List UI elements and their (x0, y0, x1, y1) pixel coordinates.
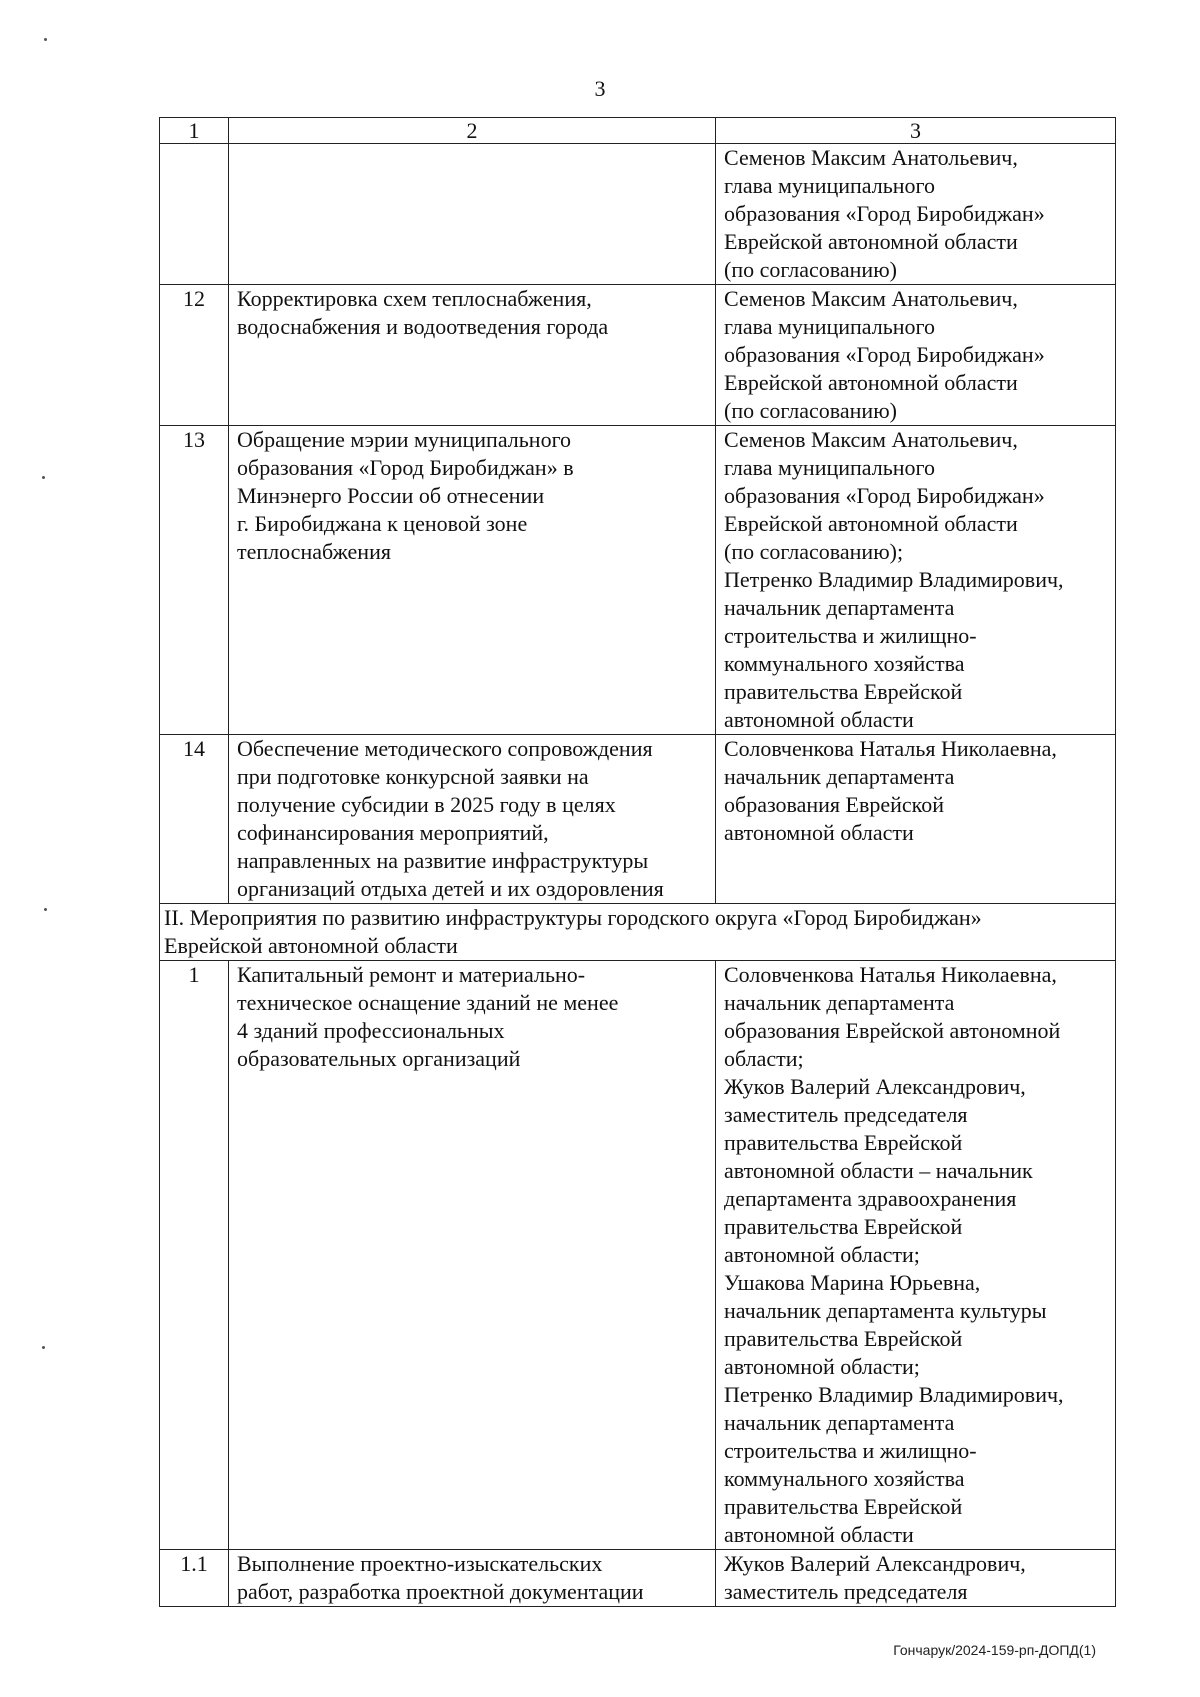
page-number: 3 (594, 76, 606, 101)
section-heading: II. Мероприятия по развитию инфраструктуры городского округа «Город Биробиджан» Еврейской автономной области (160, 904, 1116, 961)
row-number (160, 144, 229, 285)
table-row (160, 426, 1116, 735)
row-number: 14 (160, 735, 229, 904)
document-stamp: Гончарук/2024-159-рп-ДОПД(1) (893, 1642, 1096, 1658)
row-number: 13 (160, 426, 229, 735)
table-row (160, 285, 1116, 426)
table-row (160, 735, 1116, 904)
row-number: 12 (160, 285, 229, 426)
row-task: Корректировка схем теплоснабжения, водоснабжения и водоотведения города (229, 285, 716, 426)
row-task: Капитальный ремонт и материально- техническое оснащение зданий не менее 4 зданий профессиональных образовательных организаций (229, 961, 716, 1550)
header-col-3: 3 (716, 118, 1116, 144)
scan-dot (42, 1346, 45, 1349)
header-col-1: 1 (160, 118, 229, 144)
row-responsible: Семенов Максим Анатольевич, глава муниципального образования «Город Биробиджан» Еврейской автономной области (по согласованию) (716, 285, 1116, 426)
row-responsible: Соловченкова Наталья Николаевна, начальник департамента образования Еврейской автономной области (716, 735, 1116, 904)
row-responsible: Соловченкова Наталья Николаевна, начальник департамента образования Еврейской автономной области; Жуков Валерий Александрович, заместитель председателя правительства Еврейской автономной области – начальник департамента здравоохранения правительства Еврейской автономной области; Ушакова Марина Юрьевна, начальник департамента культуры правительства Еврейской автономной области; Петренко Владимир Владимирович, начальник департамента строительства и жилищно- коммунального хозяйства правительства Еврейской автономной области (716, 961, 1116, 1550)
scan-dot (44, 38, 47, 41)
row-task: Выполнение проектно-изыскательских работ, разработка проектной документации (229, 1550, 716, 1607)
row-responsible: Семенов Максим Анатольевич, глава муниципального образования «Город Биробиджан» Еврейской автономной области (по согласованию); Петренко Владимир Владимирович, начальник департамента строительства и жилищно- коммунального хозяйства правительства Еврейской автономной области (716, 426, 1116, 735)
row-responsible: Жуков Валерий Александрович, заместитель председателя (716, 1550, 1116, 1607)
row-task: Обращение мэрии муниципального образования «Город Биробиджан» в Минэнерго России об отнесении г. Биробиджана к ценовой зоне теплоснабжения (229, 426, 716, 735)
section-heading-row (160, 904, 1116, 961)
header-col-2: 2 (229, 118, 716, 144)
row-task (229, 144, 716, 285)
row-task: Обеспечение методического сопровождения при подготовке конкурсной заявки на получение субсидии в 2025 году в целях софинансирования мероприятий, направленных на развитие инфраструктуры организаций отдыха детей и их оздоровления (229, 735, 716, 904)
scan-dot (42, 476, 45, 479)
row-number: 1 (160, 961, 229, 1550)
measures-table (159, 117, 1116, 1607)
table-row (160, 961, 1116, 1550)
table-row (160, 1550, 1116, 1607)
row-number: 1.1 (160, 1550, 229, 1607)
scan-dot (44, 908, 47, 911)
row-responsible: Семенов Максим Анатольевич, глава муниципального образования «Город Биробиджан» Еврейской автономной области (по согласованию) (716, 144, 1116, 285)
table-header-row (160, 118, 1116, 144)
table-row (160, 144, 1116, 285)
